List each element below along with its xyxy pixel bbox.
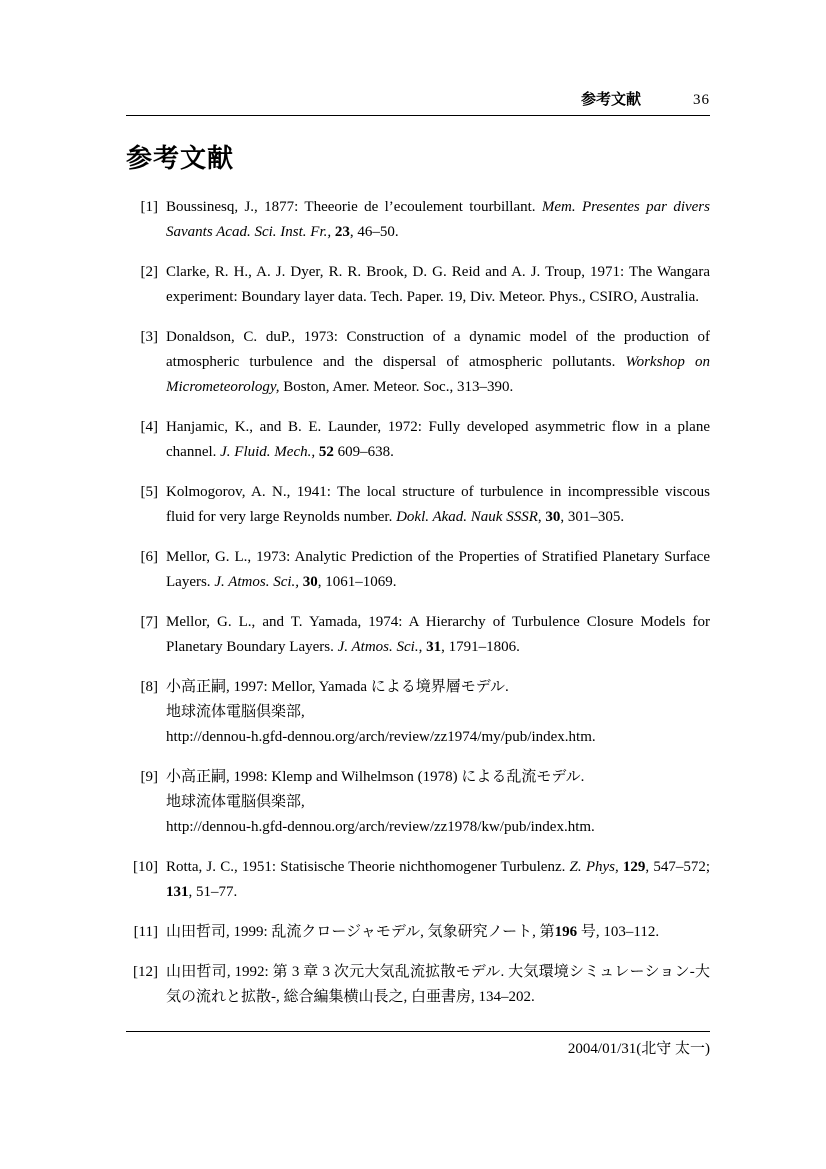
- reference-segment: 号, 103–112.: [577, 924, 660, 940]
- reference-segment: ,: [614, 859, 623, 875]
- reference-text: [166, 920, 710, 945]
- reference-segment: J. Fluid. Mech.,: [220, 444, 316, 460]
- running-header-row: [126, 88, 710, 109]
- reference-item: [126, 960, 710, 1010]
- reference-text: [166, 195, 710, 245]
- reference-segment: Z. Phys: [569, 859, 615, 875]
- reference-segment: Workshop on Micrometeorology,: [166, 354, 711, 395]
- reference-item: [126, 260, 710, 310]
- reference-item: [126, 920, 710, 945]
- reference-text: [166, 415, 710, 465]
- reference-label: [6]: [140, 549, 158, 565]
- reference-item: [126, 415, 710, 465]
- reference-segment: , 46–50.: [349, 224, 399, 240]
- reference-segment: http://dennou-h.gfd-dennou.org/arch/review/zz1974/my/pub/index.htm.: [166, 729, 596, 745]
- reference-segment: 23: [334, 224, 350, 240]
- reference-segment: Hanjamic, K., and B. E. Launder, 1972: Fully developed asymmetric flow in a plane channel.: [166, 419, 710, 460]
- reference-segment: Kolmogorov, A. N., 1941: The local structure of turbulence in incompressible viscous fluid for very large Reynolds number.: [166, 484, 710, 525]
- reference-segment: http://dennou-h.gfd-dennou.org/arch/review/zz1978/kw/pub/index.htm.: [166, 819, 595, 835]
- reference-segment: ,: [418, 639, 427, 655]
- running-header: [126, 88, 710, 116]
- page-footer: [126, 1031, 710, 1058]
- reference-list: [126, 195, 710, 1010]
- page-content: [126, 0, 710, 1025]
- reference-label: [12]: [133, 964, 158, 980]
- reference-segment: 地球流体電脳倶楽部,: [166, 794, 305, 810]
- reference-label: [8]: [140, 679, 158, 695]
- reference-segment: , 301–305.: [560, 509, 625, 525]
- reference-item: [126, 765, 710, 840]
- reference-text: [166, 325, 710, 400]
- reference-segment: 小高正嗣, 1998: Klemp and Wilhelmson (1978) による乱流モデル.: [166, 769, 585, 785]
- reference-text: [166, 675, 710, 750]
- reference-item: [126, 195, 710, 245]
- reference-segment: , 51–77.: [188, 884, 238, 900]
- page-number: 36: [693, 92, 710, 108]
- reference-segment: Mellor, G. L., 1973: Analytic Prediction of the Properties of Stratified Planetary Surface Layers.: [166, 549, 710, 590]
- reference-label: [7]: [140, 614, 158, 630]
- reference-segment: 小高正嗣, 1997: Mellor, Yamada による境界層モデル.: [166, 679, 509, 695]
- reference-item: [126, 325, 710, 400]
- reference-label: [4]: [140, 419, 158, 435]
- reference-segment: Boston, Amer. Meteor. Soc., 313–390.: [279, 379, 514, 395]
- reference-label: [1]: [140, 199, 158, 215]
- running-header-section-title: 参考文献: [580, 91, 641, 108]
- reference-item: [126, 480, 710, 530]
- chapter-title: 参考文献: [126, 143, 235, 173]
- reference-text: [166, 480, 710, 530]
- reference-segment: , 1791–1806.: [441, 639, 520, 655]
- reference-segment: 山田哲司, 1999: 乱流クロージャモデル, 気象研究ノート, 第: [166, 924, 555, 940]
- reference-segment: 30: [302, 574, 318, 590]
- reference-text: [166, 960, 710, 1010]
- reference-segment: , 1061–1069.: [317, 574, 397, 590]
- reference-segment: J. Atmos. Sci.: [337, 639, 419, 655]
- reference-label: [11]: [133, 924, 158, 940]
- reference-segment: ,: [537, 509, 546, 525]
- reference-text: [166, 260, 710, 310]
- reference-segment: Dokl. Akad. Nauk SSSR: [396, 509, 538, 525]
- reference-label: [3]: [140, 329, 158, 345]
- reference-item: [126, 675, 710, 750]
- reference-item: [126, 610, 710, 660]
- reference-label: [5]: [140, 484, 158, 500]
- reference-segment: Boussinesq, J., 1877: Theeorie de l’ecoulement tourbillant.: [166, 199, 542, 215]
- reference-segment: J. Atmos. Sci.,: [214, 574, 300, 590]
- reference-segment: Donaldson, C. duP., 1973: Construction of a dynamic model of the production of atmospheric turbulence and the dispersal of atmospheric pollutants.: [166, 329, 710, 370]
- reference-label: [10]: [133, 859, 158, 875]
- reference-text: [166, 765, 710, 840]
- reference-text: [166, 855, 710, 905]
- reference-segment: 196: [554, 924, 578, 940]
- footer-date-author: 2004/01/31(北守 太一): [567, 1041, 710, 1057]
- reference-item: [126, 855, 710, 905]
- reference-text: [166, 545, 710, 595]
- reference-segment: Clarke, R. H., A. J. Dyer, R. R. Brook, D. G. Reid and A. J. Troup, 1971: The Wangara experiment: Boundary layer data. Tech. Paper. 19, Div. Meteor. Phys., CSIRO, Australia.: [166, 264, 710, 305]
- reference-segment: , 547–572;: [645, 859, 711, 875]
- reference-segment: 31: [426, 639, 442, 655]
- reference-segment: 129: [622, 859, 646, 875]
- reference-segment: 609–638.: [333, 444, 394, 460]
- reference-segment: Mellor, G. L., and T. Yamada, 1974: A Hierarchy of Turbulence Closure Models for Planetary Boundary Layers.: [166, 614, 710, 655]
- reference-segment: 52: [318, 444, 334, 460]
- reference-segment: Rotta, J. C., 1951: Statisische Theorie nichthomogener Turbulenz.: [166, 859, 570, 875]
- reference-item: [126, 545, 710, 595]
- reference-segment: 山田哲司, 1992: 第 3 章 3 次元大気乱流拡散モデル. 大気環境シミュレーション-大気の流れと拡散-, 総合編集横山長之, 白亜書房, 134–202.: [166, 964, 710, 1005]
- reference-segment: Mem. Presentes par divers Savants Acad. Sci. Inst. Fr.,: [166, 199, 710, 240]
- reference-segment: 地球流体電脳倶楽部,: [166, 704, 305, 720]
- reference-segment: 30: [545, 509, 561, 525]
- reference-segment: 131: [166, 884, 189, 900]
- reference-label: [9]: [140, 769, 158, 785]
- reference-text: [166, 610, 710, 660]
- reference-label: [2]: [140, 264, 158, 280]
